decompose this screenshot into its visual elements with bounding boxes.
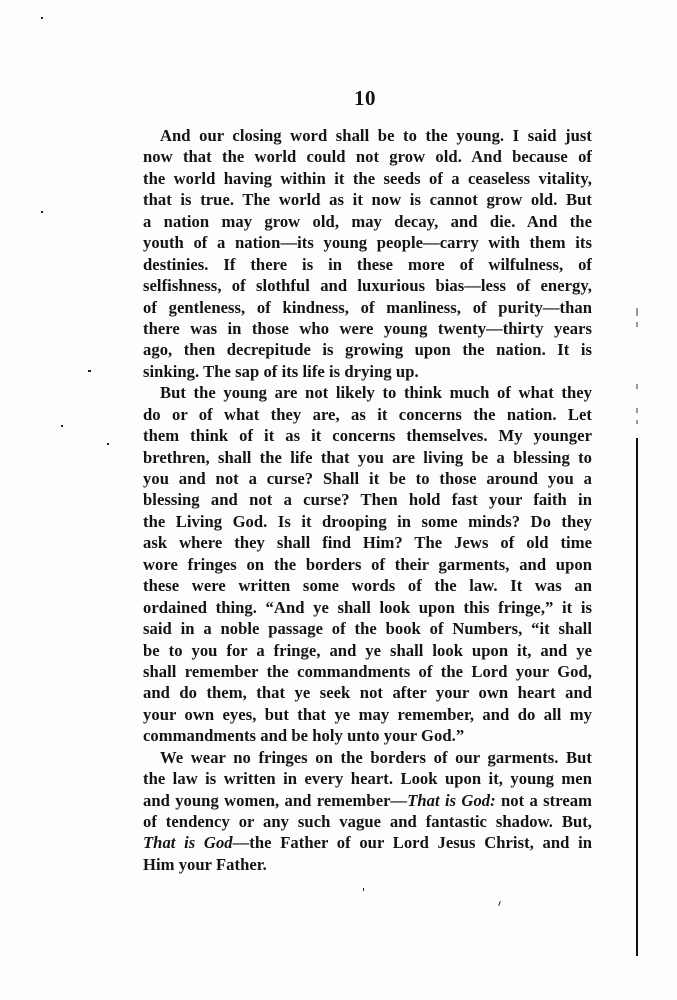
text-line: do or of what they are, as it concerns the nation. Let [143, 404, 592, 424]
text-line: wore fringes on the borders of their garments, and upon [143, 554, 592, 574]
text-line: brethren, shall the life that you are living be a blessing to [143, 447, 592, 467]
text-line: ago, then decrepitude is growing upon the nation. It is [143, 340, 592, 360]
text-line: commandments and be holy unto your God.” [143, 726, 465, 746]
scan-edge-dash [636, 322, 638, 327]
text-line: the Living God. Is it drooping in some minds? Do they [143, 511, 592, 531]
scan-edge-line [636, 438, 638, 956]
scan-edge-dash [636, 408, 638, 413]
text-line: them think of it as it concerns themselves. My younger [143, 426, 592, 446]
scan-edge-dash [636, 308, 638, 316]
text-line: there was in those who were young twenty—thirty years [143, 318, 592, 338]
page-number: 10 [354, 86, 376, 110]
text-line: Him your Father. [143, 854, 267, 874]
text-line: and do them, that ye seek not after your own heart and [143, 683, 592, 703]
text-run: —the Father of our Lord Jesus Christ, and in [232, 833, 593, 853]
text-line: the world having within it the seeds of a ceaseless vitality, [143, 168, 592, 188]
text-line: destinies. If there is in these more of wilfulness, of [143, 254, 592, 274]
text-line: the law is written in every heart. Look upon it, young men [143, 769, 592, 789]
scan-speck [88, 370, 91, 372]
text-line: ask where they shall find Him? The Jews of old time [143, 533, 592, 553]
italic-phrase: That is God: [407, 790, 496, 810]
text-line: your own eyes, but that ye may remember, and do all my [143, 704, 592, 724]
text-line: of tendency or any such vague and fantastic shadow. But, [143, 812, 592, 831]
scan-speck [107, 443, 109, 445]
text-line [143, 832, 592, 853]
text-line: a nation may grow old, may decay, and die. And the [143, 211, 592, 231]
scan-speck [41, 211, 43, 213]
text-line: shall remember the commandments of the Lord your God, [143, 661, 592, 681]
text-line: We wear no fringes on the borders of our garments. But [160, 747, 592, 767]
text-line: sinking. The sap of its life is drying up. [143, 361, 419, 381]
paragraph-3 [143, 747, 592, 876]
scan-speck [41, 17, 43, 19]
text-line: ordained thing. “And ye shall look upon this fringe,” it is [143, 597, 592, 617]
text-line: you and not a curse? Shall it be to those around you a [143, 469, 592, 488]
text-line: youth of a nation—its young people—carry with them its [143, 233, 592, 253]
text-line: But the young are not likely to think much of what they [160, 383, 592, 403]
paragraph-1 [143, 125, 592, 382]
text-line: these were written some words of the law. It was an [143, 576, 592, 596]
scan-speck [363, 888, 364, 891]
text-line: said in a noble passage of the book of Numbers, “it shall [143, 619, 592, 639]
scan-speck [498, 901, 501, 906]
text-line: And our closing word shall be to the young. I said just [160, 126, 592, 145]
body-text [143, 125, 592, 875]
text-line: be to you for a fringe, and ye shall look upon it, and ye [143, 640, 592, 660]
paragraph-2 [143, 382, 592, 746]
text-line [143, 790, 592, 811]
scan-edge-dash [636, 420, 638, 424]
text-line: of gentleness, of kindness, of manliness, of purity—than [143, 297, 592, 317]
text-line: blessing and not a curse? Then hold fast your faith in [143, 490, 592, 510]
text-line: now that the world could not grow old. And because of [143, 147, 592, 167]
text-line: selfishness, of slothful and luxurious bias—less of energy, [143, 276, 592, 296]
text-line: that is true. The world as it now is cannot grow old. But [143, 190, 592, 210]
scan-speck [61, 425, 63, 427]
text-run: not a stream [495, 790, 593, 810]
scan-edge-dash [636, 384, 638, 389]
text-run: and young women, and remember— [143, 790, 408, 810]
italic-phrase: That is God [143, 833, 233, 853]
